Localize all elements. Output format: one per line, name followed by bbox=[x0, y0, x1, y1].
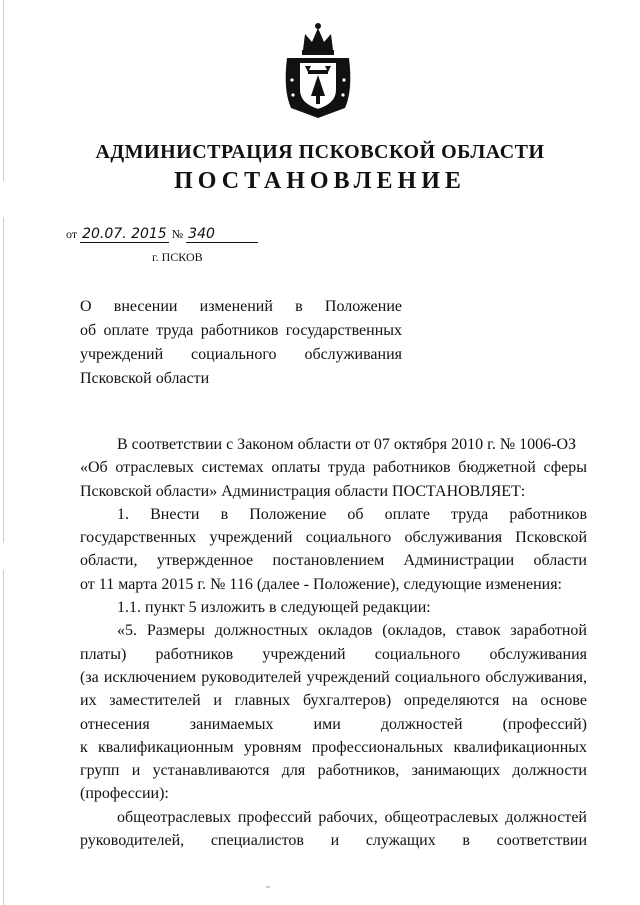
scan-artifact bbox=[266, 886, 270, 888]
subject-line: учреждений социального обслуживания bbox=[80, 346, 402, 363]
body-line: государственных учреждений социального обслуживания Псковской bbox=[80, 529, 587, 547]
body-line: области, утвержденное постановлением Администрации области bbox=[80, 552, 587, 570]
body-line: «Об отраслевых системах оплаты труда работников бюджетной сферы bbox=[80, 459, 587, 477]
subject-block bbox=[80, 295, 402, 391]
body-line: отнесения занимаемых ими должностей (профессий) bbox=[80, 715, 587, 733]
scan-edge bbox=[3, 0, 4, 905]
coat-of-arms-icon bbox=[281, 20, 355, 120]
subject-line: О внесении изменений в Положение bbox=[80, 298, 402, 315]
body-line: от 11 марта 2015 г. № 116 (далее - Положение), следующие изменения: bbox=[80, 575, 562, 593]
number-prefix: № bbox=[171, 227, 184, 241]
body-line: Псковской области» Администрация области ПОСТАНОВЛЯЕТ: bbox=[80, 482, 526, 500]
body-line: общеотраслевых профессий рабочих, общеотраслевых должностей bbox=[117, 808, 587, 826]
subject-line: об оплате труда работников государственных bbox=[80, 322, 402, 339]
body-text bbox=[80, 433, 587, 852]
handwritten-date: 20.07. 2015 bbox=[82, 226, 167, 242]
organization-title: АДМИНИСТРАЦИЯ ПСКОВСКОЙ ОБЛАСТИ bbox=[95, 141, 545, 163]
body-line: В соответствии с Законом области от 07 октября 2010 г. № 1006-ОЗ bbox=[117, 436, 577, 453]
body-line: (за исключением руководителей учреждений социального обслуживания, bbox=[80, 668, 587, 686]
body-line: руководителей, специалистов и служащих в соответствии bbox=[80, 832, 587, 850]
body-line: 1. Внести в Положение об оплате труда работников bbox=[117, 505, 587, 523]
handwritten-number: 340 bbox=[186, 226, 258, 243]
body-line: групп и устанавливаются для работников, занимающих должности bbox=[80, 762, 587, 780]
body-line: к квалификационным уровням профессиональных квалификационных bbox=[80, 738, 587, 756]
city-label: г. ПСКОВ bbox=[152, 250, 203, 264]
body-line: (профессии): bbox=[80, 785, 169, 803]
body-line: «5. Размеры должностных окладов (окладов, ставок заработной bbox=[117, 622, 587, 640]
date-number-line bbox=[66, 226, 258, 243]
body-line: 1.1. пункт 5 изложить в следующей редакции: bbox=[117, 599, 431, 617]
document-type-title: ПОСТАНОВЛЕНИЕ bbox=[174, 168, 466, 194]
body-line: их заместителей и главных бухгалтеров) определяются на основе bbox=[80, 692, 587, 710]
date-prefix: от bbox=[66, 227, 78, 241]
subject-line: Псковской области bbox=[80, 370, 210, 387]
body-line: платы) работников учреждений социального обслуживания bbox=[80, 645, 587, 663]
